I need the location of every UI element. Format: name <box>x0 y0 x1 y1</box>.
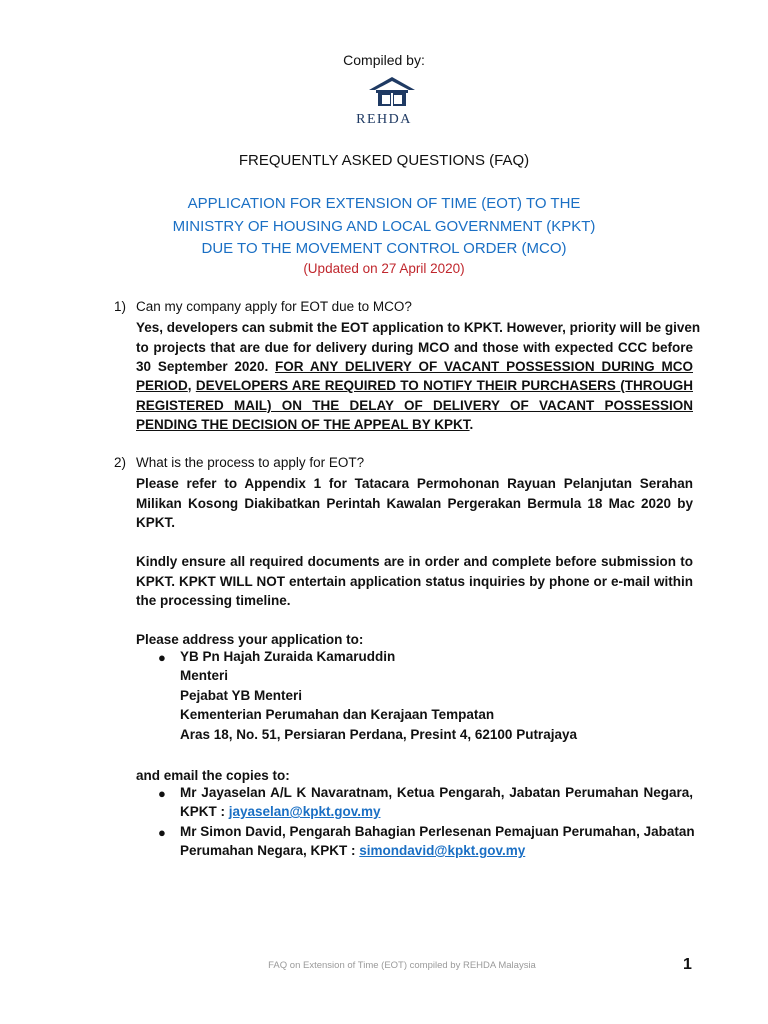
address-line: YB Pn Hajah Zuraida Kamaruddin <box>180 649 396 664</box>
contact-line <box>180 843 525 858</box>
faq-title: FREQUENTLY ASKED QUESTIONS (FAQ) <box>238 152 530 169</box>
question-1-text: Can my company apply for EOT due to MCO? <box>136 299 412 314</box>
question-2-number: 2) <box>114 455 127 470</box>
email-intro: and email the copies to: <box>136 768 290 783</box>
answer-2-line: KPKT. KPKT WILL NOT entertain application status inquiries by phone or e-mail within <box>136 574 693 589</box>
answer-1-line <box>136 415 693 434</box>
answer-1-underlined-text: DEVELOPERS ARE REQUIRED TO NOTIFY THEIR PURCHASERS (THROUGH <box>195 378 693 393</box>
logo-wordmark: REHDA <box>356 112 412 127</box>
bullet-icon: ● <box>158 825 166 840</box>
contact-line <box>180 804 380 819</box>
answer-1-line: to projects that are due for delivery during MCO and those with expected CCC before <box>136 340 693 355</box>
contact-line: Mr Simon David, Pengarah Bahagian Perlesenan Pemajuan Perumahan, Jabatan <box>180 824 695 839</box>
answer-1-underlined-text: FOR ANY DELIVERY OF VACANT POSSESSION DURING MCO <box>275 359 693 374</box>
question-2-text: What is the process to apply for EOT? <box>136 455 365 470</box>
page-number: 1 <box>683 956 692 973</box>
address-line: Menteri <box>180 668 229 683</box>
address-intro: Please address your application to: <box>136 632 364 647</box>
answer-1-period: . <box>469 417 474 432</box>
question-1-number: 1) <box>114 299 127 314</box>
answer-1-line <box>136 376 693 395</box>
answer-1-line <box>136 357 693 376</box>
answer-2-line: KPKT. <box>136 515 176 530</box>
page-footer: FAQ on Extension of Time (EOT) compiled by REHDA Malaysia <box>268 960 536 971</box>
contact-prefix: KPKT : <box>180 804 229 819</box>
address-line: Kementerian Perumahan dan Kerajaan Tempatan <box>180 707 495 722</box>
answer-2-line: the processing timeline. <box>136 593 291 608</box>
answer-1-separator: , <box>187 378 196 393</box>
email-link-jayaselan[interactable]: jayaselan@kpkt.gov.my <box>228 804 381 819</box>
email-link-simondavid[interactable]: simondavid@kpkt.gov.my <box>359 843 526 858</box>
answer-2-line: Milikan Kosong Diakibatkan Perintah Kawalan Pergerakan Bermula 18 Mac 2020 by <box>136 496 693 511</box>
subtitle-line-2: MINISTRY OF HOUSING AND LOCAL GOVERNMENT (KPKT) <box>172 218 596 235</box>
answer-1-line: Yes, developers can submit the EOT application to KPKT. However, priority will be given <box>136 320 701 335</box>
answer-2-line: Kindly ensure all required documents are in order and complete before submission to <box>136 554 693 569</box>
answer-1-line: REGISTERED MAIL) ON THE DELAY OF DELIVERY OF VACANT POSSESSION <box>136 398 693 413</box>
subtitle-line-3: DUE TO THE MOVEMENT CONTROL ORDER (MCO) <box>201 240 567 257</box>
answer-1-underlined-text: PENDING THE DECISION OF THE APPEAL BY KPKT <box>136 417 470 432</box>
answer-1-date-text: 30 September 2020. <box>136 359 276 374</box>
address-line: Aras 18, No. 51, Persiaran Perdana, Presint 4, 62100 Putrajaya <box>180 727 577 742</box>
address-line: Pejabat YB Menteri <box>180 688 303 703</box>
answer-2-line: Please refer to Appendix 1 for Tatacara Permohonan Rayuan Pelanjutan Serahan <box>136 476 693 491</box>
answer-1-underlined-text: PERIOD <box>136 378 188 393</box>
updated-date: (Updated on 27 April 2020) <box>303 261 465 276</box>
subtitle-line-1: APPLICATION FOR EXTENSION OF TIME (EOT) TO THE <box>187 195 581 212</box>
contact-prefix: Perumahan Negara, KPKT : <box>180 843 360 858</box>
bullet-icon: ● <box>158 786 166 801</box>
bullet-icon: ● <box>158 650 166 665</box>
compiled-by-label: Compiled by: <box>343 52 425 68</box>
rehda-logo-icon <box>366 76 418 108</box>
contact-line: Mr Jayaselan A/L K Navaratnam, Ketua Pengarah, Jabatan Perumahan Negara, <box>180 785 693 800</box>
